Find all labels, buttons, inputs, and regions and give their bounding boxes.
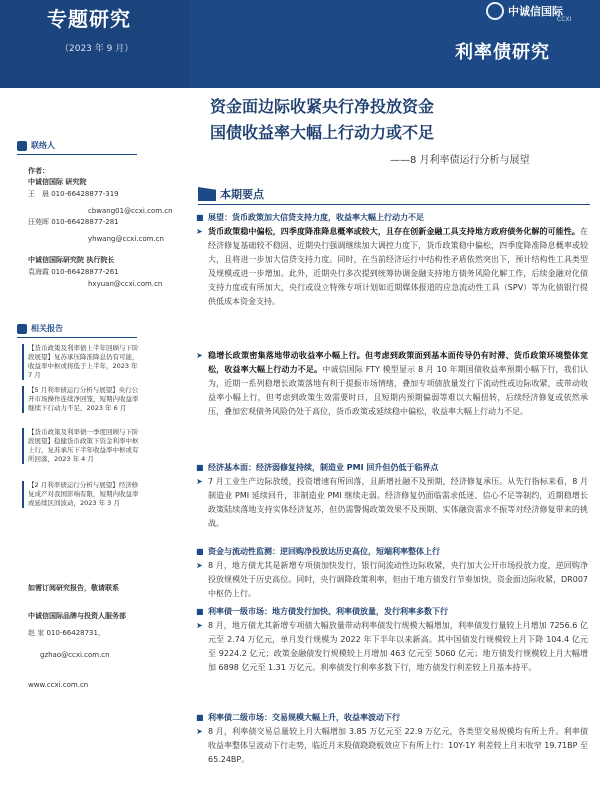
logo-icon xyxy=(486,2,504,20)
report-title-line-2: 国债收益率大幅上行动力或不足 xyxy=(210,123,435,142)
report-title-line-1: 资金面边际收紧央行净投放资金 xyxy=(210,97,435,116)
report-subtitle: ——8 月利率债运行分析与展望 xyxy=(390,155,530,166)
contact-2-phone: 汪苑晖 010-66428877-281 xyxy=(28,218,119,226)
subscribe-person: 赵 家 010-66428731， xyxy=(28,629,105,637)
arrow-bullet-icon: ➤ xyxy=(196,227,203,236)
divider xyxy=(198,204,590,205)
related-report-3[interactable]: 【货币政策及利率债一季度回顾与下阶段展望】稳健货币政策下资金利率中枢上行，复苏承压下半年收益率中枢或有所回落，2023 年 4 月 xyxy=(28,428,143,464)
related-report-2[interactable]: 【5 月利率债运行分析与展望】央行公开市场操作连续净回笼，短期内收益率继续下行动力不足，2023 年 6 月 xyxy=(28,386,143,413)
point-heading: 经济基本面：经济弱修复持续，制造业 PMI 回升但仍低于临界点 xyxy=(208,463,439,472)
point-secondary-market xyxy=(196,711,588,725)
arrow-bullet-icon: ➤ xyxy=(196,621,203,630)
point-economy xyxy=(196,461,588,475)
contact-3-phone: 袁海霞 010-66428877-261 xyxy=(28,268,119,276)
header-banner xyxy=(0,0,600,88)
related-reports-icon xyxy=(17,324,27,334)
sidebar xyxy=(0,88,173,800)
institute-name: 中诚信国际 研究院 xyxy=(28,178,87,186)
report-series-title: 专题研究 xyxy=(47,7,131,31)
contacts-icon xyxy=(17,141,27,151)
square-bullet-icon: ■ xyxy=(196,213,204,222)
key-points-heading-label: 本期要点 xyxy=(220,188,264,201)
director-label: 中诚信国际研究院 执行院长 xyxy=(28,256,115,264)
point-body-text: 8 月，地方债尤其新增专项债大幅放量带动利率债发行规模大幅增加，利率债发行量较上月增加 7256.6 亿元至 2.74 万亿元，单月发行规模为 2022 年下半年以来新高。其中国债发行规模较上月下降 104.4 亿元至 9224.2 亿元；政策金融债发行规模较上月增加 463 亿元至 5060 亿元；地方债发行规模较上月大幅增加 6898 亿元至 1.31 万亿元。利率债发行利率多数下行，地方债发行利差较上月基本持平。 xyxy=(208,621,588,672)
arrow-bullet-icon: ➤ xyxy=(196,727,203,736)
contact-1-email: cbwang01@ccxi.com.cn xyxy=(88,207,173,215)
arrow-bullet-icon: ➤ xyxy=(196,561,203,570)
contacts-heading xyxy=(17,140,55,151)
logo-text: 中诚信国际 xyxy=(508,5,563,18)
arrow-bullet-icon: ➤ xyxy=(196,351,203,360)
website-link[interactable]: www.ccxi.com.cn xyxy=(28,681,89,689)
arrow-bullet-icon: ➤ xyxy=(196,477,203,486)
section-flag-icon xyxy=(198,187,216,201)
point-body-text: 8 月，利率债交易总量较上月大幅增加 3.85 万亿元至 22.9 万亿元，各类型交易规模均有所上升。利率债收益率整体呈波动下行走势，临近月末股债跷跷板效应下有所上行：10Y-1Y 利差较上月末收窄 19.71BP 至 65.24BP。 xyxy=(208,727,588,764)
logo-subtext: CCXI xyxy=(557,16,572,23)
related-heading-label: 相关报告 xyxy=(31,324,63,333)
point-heading: 利率债一级市场：地方债发行加快、利率债放量，发行利率多数下行 xyxy=(208,607,448,616)
point-primary-market-text xyxy=(196,619,588,675)
square-bullet-icon: ■ xyxy=(196,547,204,556)
point-primary-market xyxy=(196,605,588,619)
point-monetary-policy xyxy=(196,225,588,309)
point-yield-outlook xyxy=(196,349,588,419)
point-body-text: 在经济修复基础较不稳固、近期央行强调继续加大调控力度下，货币政策稳中偏松，四季度降准降息概率或较大，且将进一步加大信贷支持力度。同时，在当前经济运行中结构性矛盾依然突出下，预计结构性工具类型及规模或进一步增加。此外，近期央行多次提到统筹协调金融支持地方债务风险化解工作，后续金融对化债支持力度或有所加大，央行或设立特殊专项计划如近期媒体报道的应急流动性工具（SPV）等为化债银行提供低成本资金支持。 xyxy=(208,227,588,306)
key-points-heading xyxy=(198,186,264,202)
divider xyxy=(17,154,137,155)
company-logo xyxy=(486,2,563,20)
point-bold-text: 货币政策稳中偏松，四季度降准降息概率或较大，且存在创新金融工具支持地方政府债务化解的可能性。 xyxy=(208,227,580,236)
square-bullet-icon: ■ xyxy=(196,607,204,616)
contact-2-email: yhwang@ccxi.com.cn xyxy=(88,235,164,243)
related-report-1[interactable]: 【货币政策及利率债上半年回顾与下阶段展望】复苏承压降准降息仍有可能，收益率中枢或将低于上半年，2023 年 7 月 xyxy=(28,344,143,380)
subscribe-email[interactable]: gzhao@ccxi.com.cn xyxy=(40,651,110,659)
square-bullet-icon: ■ xyxy=(196,713,204,722)
report-type: 利率债研究 xyxy=(455,42,550,63)
point-heading: 利率债二级市场：交易规模大幅上升，收益率波动下行 xyxy=(208,713,400,722)
point-secondary-market-text xyxy=(196,725,588,767)
report-date: （2023 年 9 月） xyxy=(60,44,134,54)
point-heading: 展望：货币政策加大信贷支持力度，收益率大幅上行动力不足 xyxy=(208,213,424,222)
point-liquidity-text xyxy=(196,559,588,601)
related-report-4[interactable]: 【2 月利率债运行分析与展望】经济修复成产对我国影响有限，短期内收益率或延续区间波动，2023 年 3 月 xyxy=(28,481,143,508)
subscribe-dept: 中诚信国际品牌与投资人服务部 xyxy=(28,612,126,620)
subscribe-label: 如需订阅研究报告，敬请联系 xyxy=(28,584,119,592)
author-label: 作者： xyxy=(28,167,49,175)
divider xyxy=(17,337,137,338)
point-bold-text: 稳增长政策密集落地带动收益率小幅上行。但考虑到政策面到基本面传导仍有时滞、货币政策环境整体宽松，收益率大幅上行动力不足。 xyxy=(208,351,588,374)
contacts-heading-label: 联络人 xyxy=(31,141,55,150)
related-heading xyxy=(17,323,63,334)
point-heading: 资金与流动性监测：逆回购净投放达历史高位，短端利率整体上行 xyxy=(208,547,440,556)
contact-3-email: hxyuan@ccxi.com.cn xyxy=(88,280,163,288)
point-outlook xyxy=(196,211,588,225)
point-body-text: 8 月，地方债尤其是新增专项债加快发行，银行间流动性边际收紧，央行加大公开市场投放力度，逆回购净投放规模处于历史高位。同时，央行调降政策利率，但由于地方债发行节奏加快，资金面边际收紧，DR007 中枢仍上行。 xyxy=(208,561,588,598)
point-economy-text xyxy=(196,475,588,531)
point-body-text: 中诚信国际 FTY 模型显示 8 月 10 年期国债收益率预期小幅下行，我们认为，近期一系列稳增长政策落地有利于提振市场情绪，叠加专项债放量发行下流动性或边际收紧，或带动收益率小幅上行，但考虑到政策生效需要时日，且短期内预期偏弱等难以大幅扭转，后续经济修复或依然承压，叠加宏观债务风险仍处于高位，货币政策或延续稳中偏松，收益率大幅上行动力不足。 xyxy=(208,365,588,416)
square-bullet-icon: ■ xyxy=(196,463,204,472)
contact-1-phone: 王 晨 010-66428877-319 xyxy=(28,190,119,198)
point-liquidity xyxy=(196,545,588,559)
point-body-text: 7 月工业生产边际放缓，投资增速有所回落，且新增社融不及预期，经济修复承压。从先行指标来看，8 月制造业 PMI 延续回升，非制造业 PMI 继续走弱。经济修复仍面临需求低迷、信心不足等制约，近期稳增长政策陆续落地支持实体经济复苏，但仍需警惕政策效果不及预期、实体融资需求不振等对经济修复带来的挑战。 xyxy=(208,477,588,528)
